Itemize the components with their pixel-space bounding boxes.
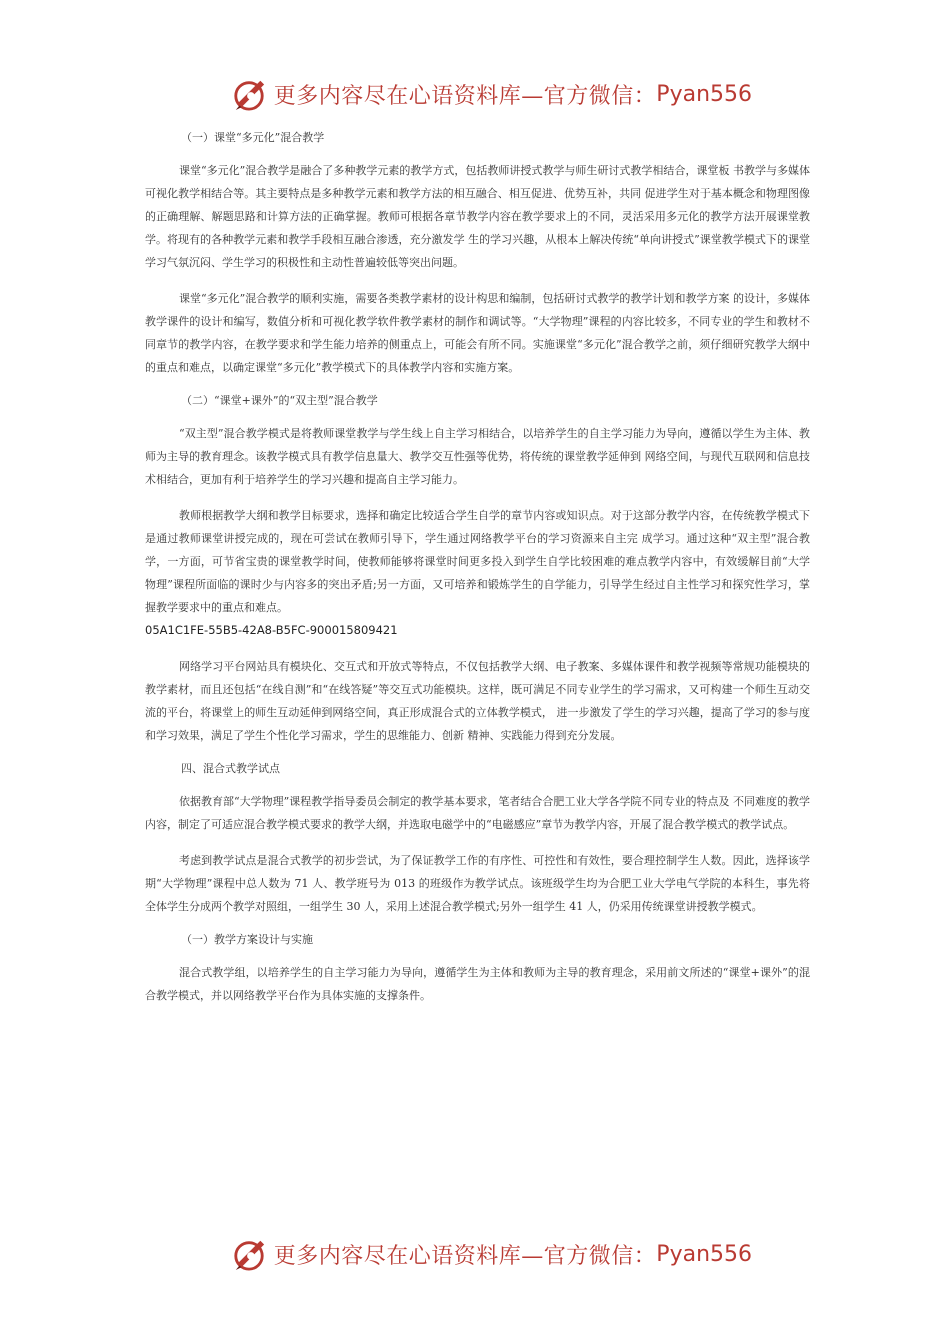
section-heading-pilot: 四、混合式教学试点: [181, 762, 280, 775]
header-wechat-id: Pyan556: [656, 81, 752, 107]
paragraph-1: 课堂“多元化”混合教学是融合了多种教学元素的教学方式，包括教师讲授式教学与师生研讨式教学相结合，课堂板 书教学与多媒体可视化教学相结合等。其主要特点是多种教学元素和教学方法的相互融合、相互促进、优势互补，共同 促进学生对于基本概念和物理图像的正确理解、解题思路和计算方法的正确掌握。教师可根据各章节教学内容在教学要求上的不同，灵活采用多元化的教学方法开展课堂教学。将现有的各种教学元素和教学手段相互融合渗透，充分激发学 生的学习兴趣，从根本上解决传统“单向讲授式”课堂教学模式下的课堂学习气氛沉闷、学生学习的积极性和主动性普遍较低等突出问题。: [145, 164, 810, 269]
paragraph-4: 教师根据教学大纲和教学目标要求，选择和确定比较适合学生自学的章节内容或知识点。对于这部分教学内容，在传统教学模式下是通过教师课堂讲授完成的，现在可尝试在教师引导下，学生通过网络教学平台的学习资源来自主完 成学习。通过这种“双主型”混合教学，一方面，可节省宝贵的课堂教学时间，使教师能够将课堂时间更多投入到学生自学比较困难的难点教学内容中，有效缓解目前“大学物理”课程所面临的课时少与内容多的突出矛盾;另一方面，又可培养和锻炼学生的自学能力，引导学生经过自主性学习和探究性学习，掌握教学要求中的重点和难点。: [145, 509, 810, 614]
paragraph-7: 考虑到教学试点是混合式教学的初步尝试，为了保证教学工作的有序性、可控性和有效性，要合理控制学生人数。因此，选择该学期“大学物理”课程中总人数为 71 人、教学班号为 013 的班级作为教学试点。该班级学生均为合肥工业大学电气学院的本科生，事先将全体学生分成两个教学对照组，一组学生 30 人，采用上述混合教学模式;另外一组学生 41 人，仍采用传统课堂讲授教学模式。: [145, 854, 810, 913]
pen-logo-icon: [232, 1234, 270, 1274]
footer-slogan: 更多内容尽在心语资料库—官方微信：: [273, 1243, 657, 1269]
paragraph-2: 课堂“多元化”混合教学的顺利实施，需要各类教学素材的设计构思和编制，包括研讨式教学的教学计划和教学方案 的设计，多媒体教学课件的设计和编写，数值分析和可视化教学软件教学素材的制作和调试等。“大学物理”课程的内容比较多，不同专业的学生和教材不同章节的教学内容，在教学要求和学生能力培养的侧重点上，可能会有所不同。实施课堂“多元化”混合教学之前，须仔细研究教学大纲中的重点和难点，以确定课堂“多元化”教学模式下的具体教学内容和实施方案。: [145, 292, 810, 374]
document-body: [145, 126, 810, 1007]
header-banner: [232, 72, 752, 116]
footer-wechat-id: Pyan556: [656, 1241, 752, 1267]
footer-banner: [232, 1232, 752, 1276]
paragraph-6: 依据教育部“大学物理”课程教学指导委员会制定的教学基本要求，笔者结合合肥工业大学各学院不同专业的特点及 不同难度的教学内容，制定了可适应混合教学模式要求的教学大纲，并选取电磁学中的“电磁感应”章节为教学内容，开展了混合教学模式的教学试点。: [145, 795, 810, 831]
paragraph-3: “双主型”混合教学模式是将教师课堂教学与学生线上自主学习相结合，以培养学生的自主学习能力为导向，遵循以学生为主体、教师为主导的教育理念。该教学模式具有教学信息量大、教学交互性强等优势，将传统的课堂教学延伸到 网络空间，与现代互联网和信息技术相结合，更加有利于培养学生的学习兴趣和提高自主学习能力。: [145, 427, 810, 486]
document-id-code: 05A1C1FE-55B5-42A8-B5FC-900015809421: [145, 623, 398, 637]
paragraph-5: 网络学习平台网站具有模块化、交互式和开放式等特点，不仅包括教学大纲、电子教案、多媒体课件和教学视频等常规功能模块的教学素材，而且还包括“在线自测”和“在线答疑”等交互式功能模块。这样，既可满足不同专业学生的学习需求，又可构建一个师生互动交流的平台，将课堂上的师生互动延伸到网络空间，真正形成混合式的立体教学模式， 进一步激发了学生的学习兴趣，提高了学习的参与度和学习效果，满足了学生个性化学习需求，学生的思维能力、创新 精神、实践能力得到充分发展。: [145, 660, 810, 742]
pen-logo-icon: [232, 74, 270, 114]
paragraph-8: 混合式教学组，以培养学生的自主学习能力为导向，遵循学生为主体和教师为主导的教育理念，采用前文所述的“课堂+课外”的混合教学模式，并以网络教学平台作为具体实施的支撑条件。: [145, 966, 810, 1002]
section-heading-design: （一）教学方案设计与实施: [181, 933, 313, 946]
section-heading-multi: （一）课堂“多元化”混合教学: [181, 131, 325, 144]
header-slogan: 更多内容尽在心语资料库—官方微信：: [273, 83, 657, 109]
section-heading-dual: （二）“课堂+课外”的“双主型”混合教学: [181, 394, 378, 407]
